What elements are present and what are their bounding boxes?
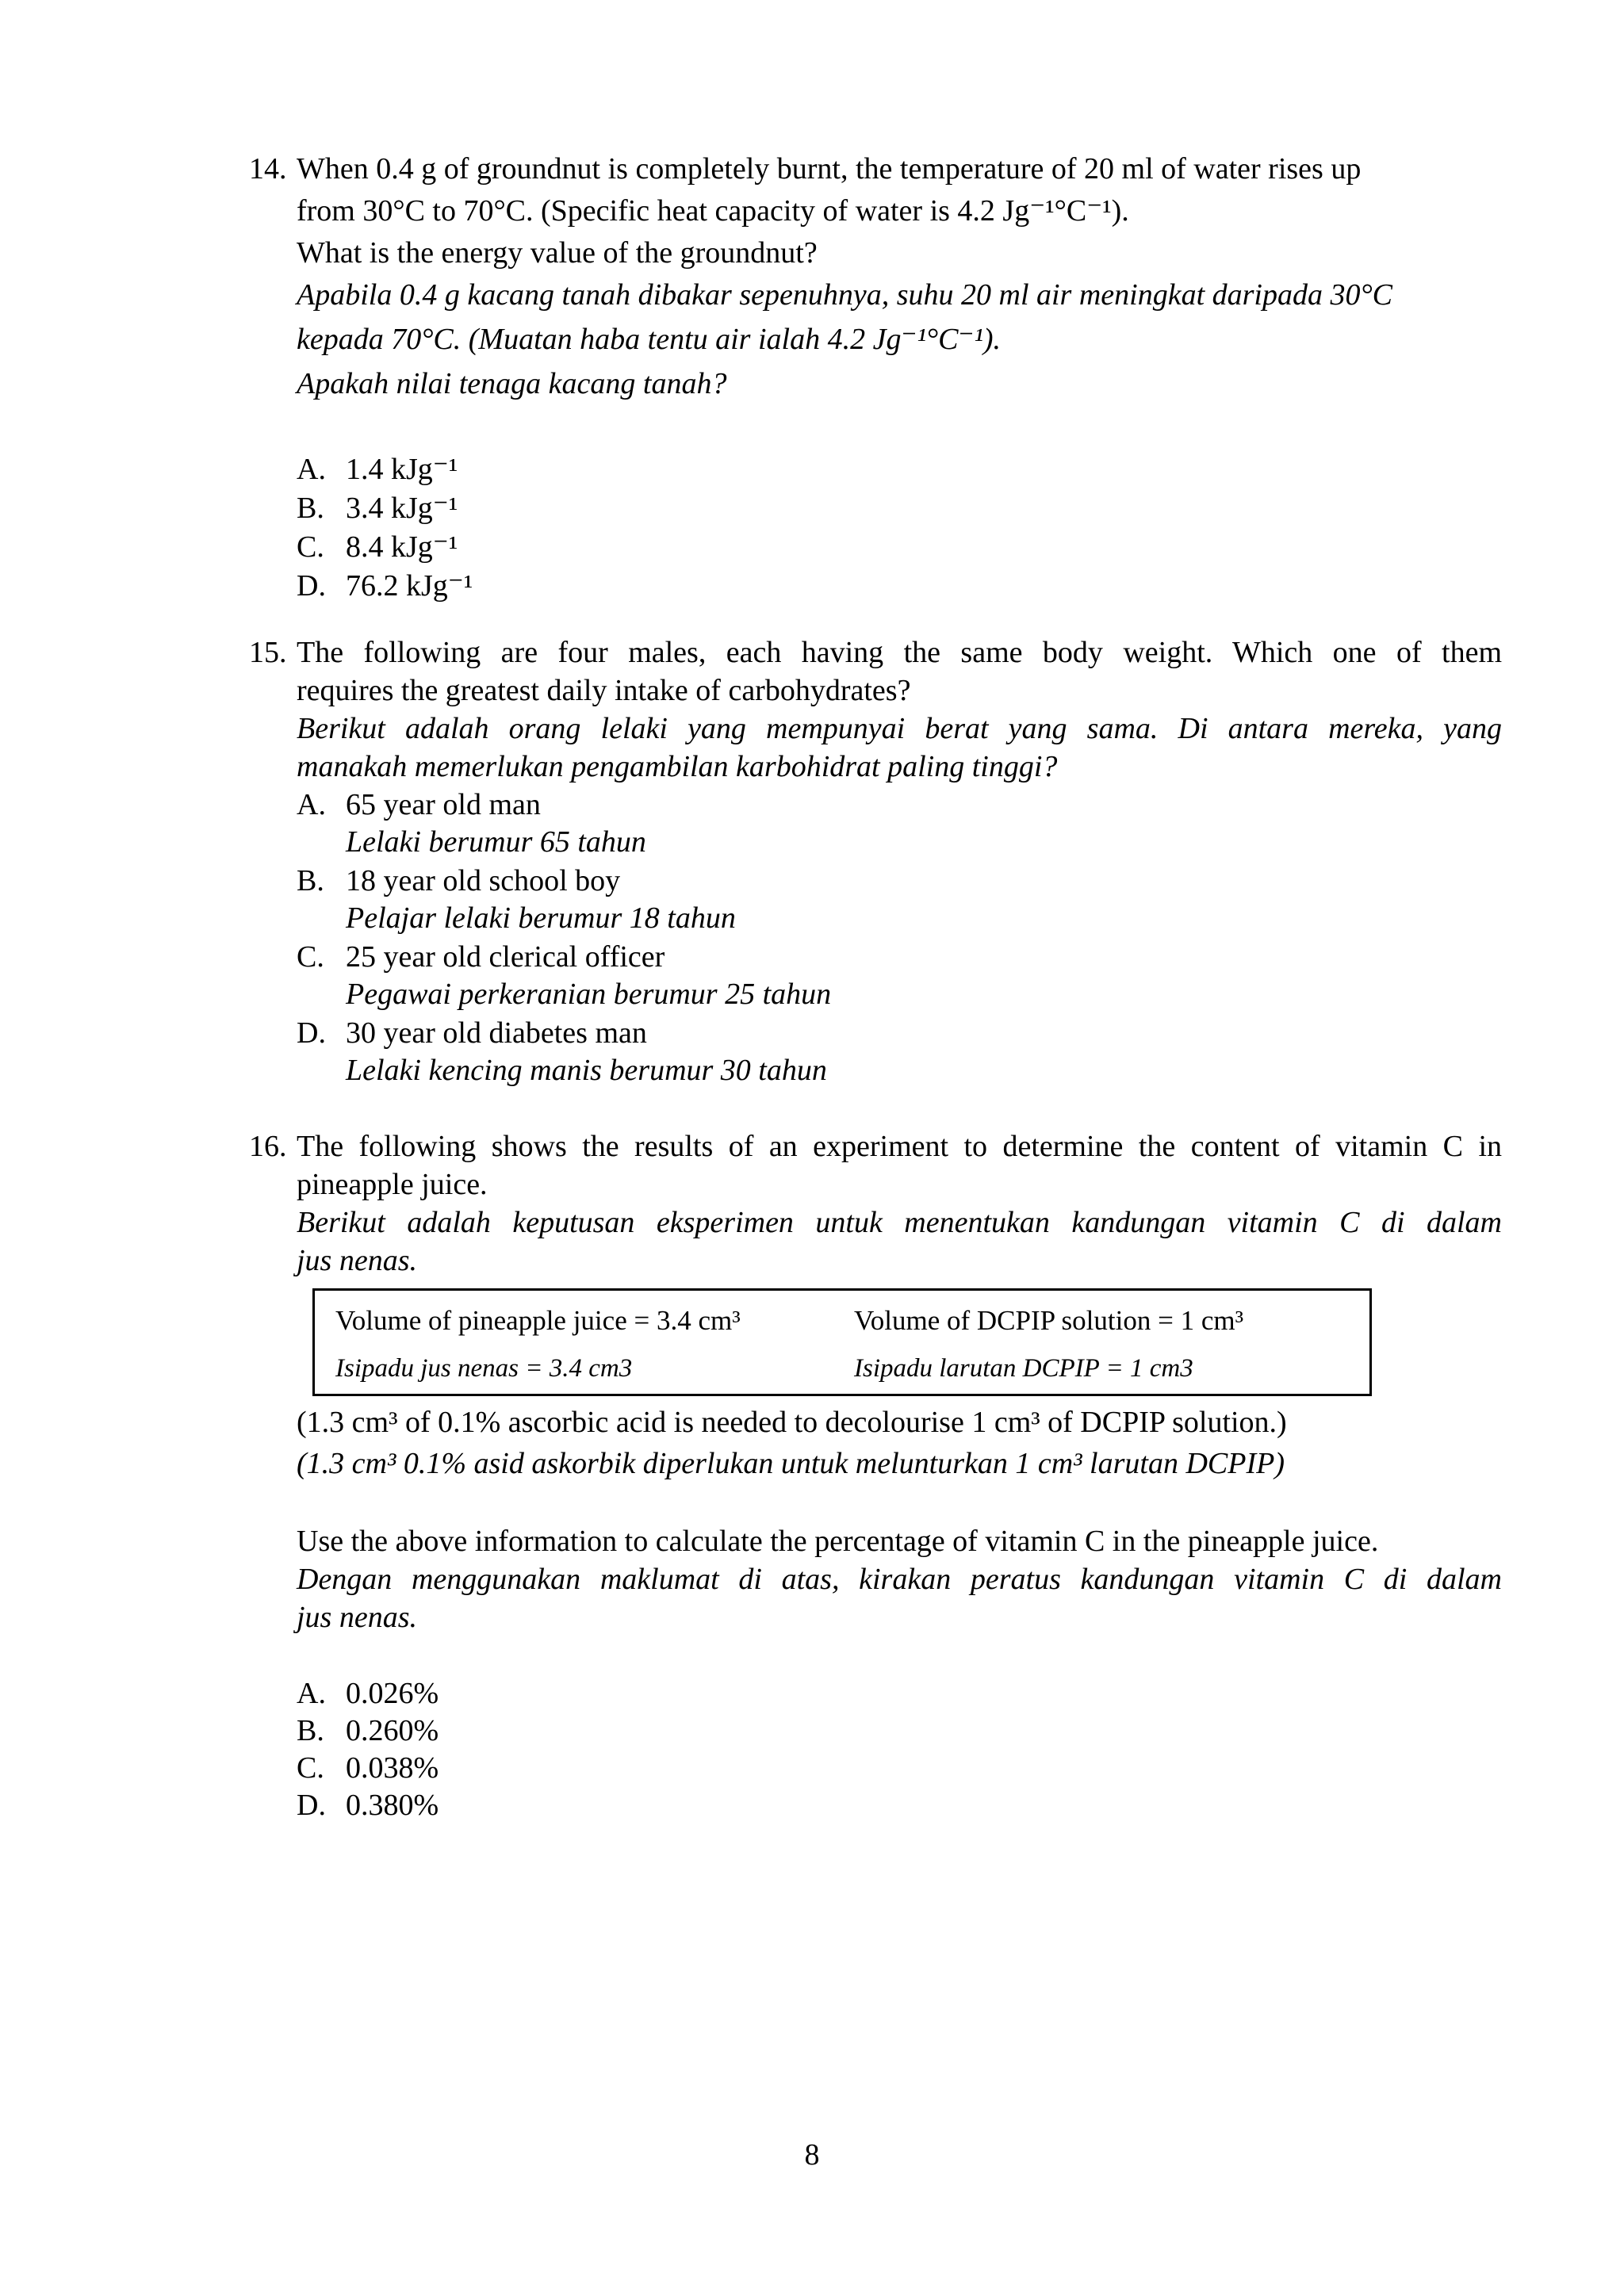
- option-label: C.: [297, 940, 324, 974]
- option-text: 0.038%: [346, 1751, 439, 1785]
- option-text: 65 year old man: [346, 788, 541, 821]
- question-text-ms: jus nenas.: [297, 1244, 417, 1277]
- question-text-en: What is the energy value of the groundnut?: [297, 236, 818, 270]
- question-text-en: The following are four males, each having the same body weight. Which one of them: [297, 636, 1502, 669]
- option-label: A.: [297, 788, 326, 821]
- option-text: 1.4 kJg⁻¹: [346, 453, 458, 486]
- option-label: B.: [297, 864, 324, 897]
- instruction-ms: Dengan menggunakan maklumat di atas, kirakan peratus kandungan vitamin C di dalam: [297, 1563, 1502, 1596]
- question-number: 15.: [249, 636, 287, 669]
- question-number: 14.: [249, 152, 287, 186]
- option-label: A.: [297, 1677, 326, 1710]
- results-box: [312, 1288, 1372, 1396]
- question-number: 16.: [249, 1130, 287, 1163]
- note-ms: (1.3 cm³ 0.1% asid askorbik diperlukan untuk melunturkan 1 cm³ larutan DCPIP): [297, 1447, 1285, 1480]
- option-text: 0.026%: [346, 1677, 439, 1710]
- option-text-ms: Pelajar lelaki berumur 18 tahun: [346, 901, 736, 935]
- option-label: B.: [297, 1714, 324, 1747]
- option-text: 25 year old clerical officer: [346, 940, 665, 974]
- answer-option-d[interactable]: [297, 568, 1502, 607]
- juice-volume-ms: Isipadu jus nenas = 3.4 cm3: [335, 1354, 633, 1383]
- question-text-en: When 0.4 g of groundnut is completely burnt, the temperature of 20 ml of water rises up: [297, 152, 1362, 186]
- note-en: (1.3 cm³ of 0.1% ascorbic acid is needed to decolourise 1 cm³ of DCPIP solution.): [297, 1406, 1287, 1439]
- page-number: 8: [804, 2138, 820, 2172]
- option-text-ms: Pegawai perkeranian berumur 25 tahun: [346, 978, 832, 1011]
- juice-volume-en: Volume of pineapple juice = 3.4 cm³: [335, 1305, 741, 1336]
- question-text-ms: manakah memerlukan pengambilan karbohidrat paling tinggi?: [297, 750, 1058, 783]
- question-text-en: The following shows the results of an experiment to determine the content of vitamin C in: [297, 1130, 1502, 1163]
- option-label: C.: [297, 1751, 324, 1785]
- option-text: 3.4 kJg⁻¹: [346, 492, 458, 525]
- option-label: B.: [297, 492, 324, 525]
- answer-option-a[interactable]: [297, 1675, 1502, 1712]
- question-text-en: from 30°C to 70°C. (Specific heat capacity of water is 4.2 Jg⁻¹°C⁻¹).: [297, 194, 1129, 228]
- answer-options: [297, 786, 1502, 1091]
- option-text: 0.380%: [346, 1789, 439, 1822]
- answer-option-a[interactable]: [297, 786, 1502, 863]
- instruction-ms: jus nenas.: [297, 1601, 417, 1634]
- question-text-ms: Berikut adalah keputusan eksperimen untuk menentukan kandungan vitamin C di dalam: [297, 1206, 1502, 1239]
- question-text-ms: kepada 70°C. (Muatan haba tentu air ialah 4.2 Jg⁻¹°C⁻¹).: [297, 323, 1002, 356]
- option-text-ms: Lelaki berumur 65 tahun: [346, 825, 646, 859]
- option-text-ms: Lelaki kencing manis berumur 30 tahun: [346, 1054, 827, 1087]
- instruction-en: Use the above information to calculate the percentage of vitamin C in the pineapple juice.: [297, 1525, 1379, 1558]
- answer-option-a[interactable]: [297, 451, 1502, 490]
- answer-option-c[interactable]: [297, 529, 1502, 568]
- question-text-ms: Apakah nilai tenaga kacang tanah?: [297, 367, 727, 400]
- option-label: D.: [297, 569, 326, 603]
- answer-option-d[interactable]: [297, 1787, 1502, 1824]
- answer-option-d[interactable]: [297, 1015, 1502, 1091]
- answer-option-b[interactable]: [297, 863, 1502, 939]
- question-text-en: pineapple juice.: [297, 1168, 488, 1201]
- question-text-en: requires the greatest daily intake of carbohydrates?: [297, 674, 911, 707]
- option-text: 8.4 kJg⁻¹: [346, 530, 458, 564]
- option-label: D.: [297, 1016, 326, 1050]
- option-label: D.: [297, 1789, 326, 1822]
- answer-option-c[interactable]: [297, 1750, 1502, 1787]
- question-text-ms: Apabila 0.4 g kacang tanah dibakar sepenuhnya, suhu 20 ml air meningkat daripada 30°C: [297, 278, 1393, 312]
- answer-option-b[interactable]: [297, 490, 1502, 529]
- question-14: [249, 151, 1502, 607]
- option-text: 0.260%: [346, 1714, 439, 1747]
- option-label: C.: [297, 530, 324, 564]
- option-text: 76.2 kJg⁻¹: [346, 569, 473, 603]
- answer-option-b[interactable]: [297, 1712, 1502, 1750]
- answer-options: [297, 451, 1502, 607]
- question-16: [249, 1128, 1502, 1824]
- question-text-ms: Berikut adalah orang lelaki yang mempunyai berat yang sama. Di antara mereka, yang: [297, 712, 1502, 745]
- option-text: 30 year old diabetes man: [346, 1016, 647, 1050]
- dcpip-volume-en: Volume of DCPIP solution = 1 cm³: [854, 1305, 1244, 1336]
- option-text: 18 year old school boy: [346, 864, 621, 897]
- answer-option-c[interactable]: [297, 939, 1502, 1015]
- dcpip-volume-ms: Isipadu larutan DCPIP = 1 cm3: [854, 1354, 1193, 1383]
- option-label: A.: [297, 453, 326, 486]
- answer-options: [297, 1675, 1502, 1824]
- question-15: [249, 634, 1502, 1091]
